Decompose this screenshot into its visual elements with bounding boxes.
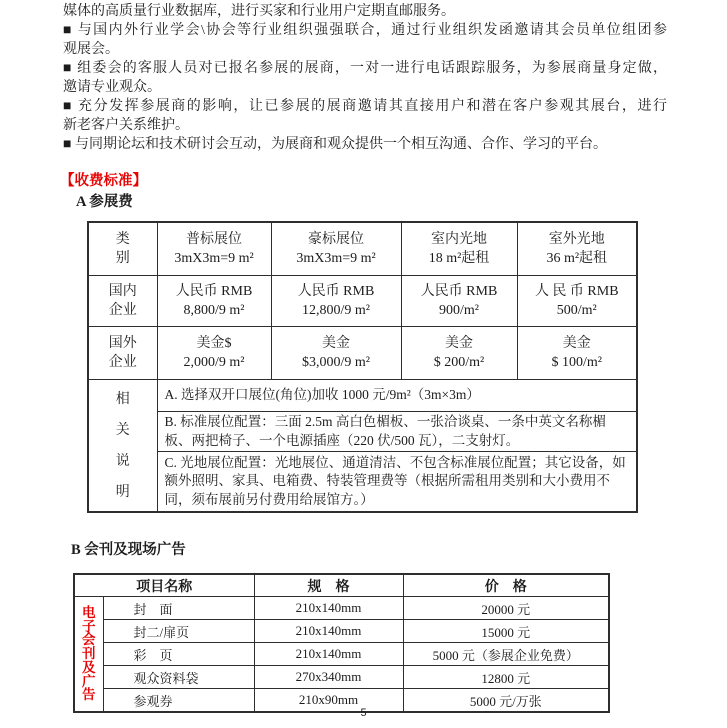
- row-label-foreign: [88, 327, 157, 380]
- cell-line: 美金: [445, 336, 473, 351]
- intro-line: ■ 充分发挥参展商的影响，让已参展的展商邀请其直接用户和潜在客户参观其展台，进行: [63, 99, 667, 114]
- intro-line: ■ 组委会的客服人员对已报名参展的展商，一对一进行电话跟踪服务，为参展商量身定做，: [63, 61, 667, 76]
- ad-header-price: 价 格: [403, 574, 609, 597]
- section-heading-fees: 【收费标准】: [60, 173, 147, 189]
- ad-item-price: 20000 元: [403, 597, 609, 620]
- cell-line: 500/m²: [556, 303, 597, 318]
- cell-line: 3mX3m=9 m²: [174, 251, 254, 266]
- ad-item-name: 封 面: [103, 597, 254, 620]
- booth-type-header-deluxe: [271, 222, 401, 276]
- cell-line: 普标展位: [186, 232, 242, 247]
- note-item-b: B. 标准展位配置：三面 2.5m 高白色楣板、一张洽谈桌、一条中英文名称楣板、两把椅子、一个电源插座（220 伏/500 瓦），二支射灯。: [157, 412, 637, 452]
- ad-item-name: 参观券: [103, 689, 254, 713]
- ad-item-spec: 210x140mm: [254, 620, 403, 643]
- table-row: [74, 643, 609, 666]
- fee-cell: [157, 327, 271, 380]
- ad-item-price: 15000 元: [403, 620, 609, 643]
- fee-cell: [157, 276, 271, 327]
- cell-line: 900/m²: [439, 303, 479, 318]
- cell-line: 企业: [108, 303, 137, 318]
- ad-item-price: 5000 元（参展企业免费）: [403, 643, 609, 666]
- intro-line: 邀请专业观众。: [63, 80, 161, 95]
- cell-line: 类: [115, 232, 130, 247]
- table-row: [74, 597, 609, 620]
- booth-type-header-outdoor-space: [517, 222, 637, 276]
- cell-line: 室内光地: [431, 232, 487, 247]
- intro-paragraphs: [63, 2, 667, 154]
- table-row: [88, 222, 637, 276]
- ad-item-name: 观众资料袋: [103, 666, 254, 689]
- intro-line: ■ 与同期论坛和技术研讨会互动，为展商和观众提供一个相互沟通、合作、学习的平台。: [63, 137, 607, 152]
- cell-line: 8,800/9 m²: [183, 303, 245, 318]
- table-row: [88, 380, 637, 412]
- cell-line: $3,000/9 m²: [302, 355, 370, 370]
- subsection-heading-catalog-ads: B 会刊及现场广告: [71, 542, 186, 558]
- cell-line: 人民币 RMB: [420, 284, 498, 299]
- cell-line: 36 m²起租: [546, 251, 608, 266]
- table-row: [88, 276, 637, 327]
- booth-type-header-indoor-space: [401, 222, 517, 276]
- table-row: [74, 666, 609, 689]
- table-row: [88, 452, 637, 513]
- cell-line: 豪标展位: [308, 232, 364, 247]
- intro-line: 新老客户关系维护。: [63, 118, 189, 133]
- intro-line: 媒体的高质量行业数据库，进行买家和行业用户定期直邮服务。: [63, 4, 455, 19]
- note-item-c: C. 光地展位配置：光地展位、通道清洁、不包含标准展位配置；其它设备，如额外照明、家具、电箱费、特装管理费等（根据所需租用类别和大小费用不同，须布展前另付费用给展馆方。）: [157, 452, 637, 513]
- fee-cell: [517, 327, 637, 380]
- cell-line: 美金: [562, 336, 591, 351]
- row-label-domestic: [88, 276, 157, 327]
- cell-line: $ 100/m²: [551, 355, 602, 370]
- page-number: 5: [360, 707, 367, 719]
- note-item-a: A. 选择双开口展位(角位)加收 1000 元/9m²（3m×3m）: [157, 380, 637, 412]
- cell-line: 2,000/9 m²: [183, 355, 245, 370]
- cell-line: 18 m²起租: [428, 251, 490, 266]
- cell-line: 国内: [108, 284, 137, 299]
- fee-cell: [401, 276, 517, 327]
- ad-item-spec: 210x90mm: [254, 689, 403, 713]
- cell-line: 人 民 币 RMB: [534, 284, 619, 299]
- intro-line: 观展会。: [63, 42, 119, 57]
- fee-cell: [401, 327, 517, 380]
- cell-line: 关: [115, 422, 130, 438]
- cell-line: 说: [115, 453, 130, 469]
- intro-line: ■ 与国内外行业学会\协会等行业组织强强联合，通过行业组织发函邀请其会员单位组团参: [63, 23, 667, 38]
- fee-cell: [271, 276, 401, 327]
- cell-line: 国外: [108, 336, 137, 351]
- ad-item-name: 彩 页: [103, 643, 254, 666]
- cell-line: 人民币 RMB: [175, 284, 253, 299]
- exhibition-fee-table: [87, 221, 638, 513]
- cell-line: $ 200/m²: [433, 355, 485, 370]
- table-row: [88, 412, 637, 452]
- cell-line: 别: [115, 251, 130, 266]
- fee-cell: [271, 327, 401, 380]
- ad-side-label: [74, 597, 103, 713]
- cell-line: 相: [115, 391, 130, 407]
- cell-line: 美金$: [196, 336, 232, 351]
- table-header-row: [74, 574, 609, 597]
- cell-line: 明: [115, 484, 130, 500]
- cell-line: 12,800/9 m²: [302, 303, 370, 318]
- notes-label: [88, 380, 157, 513]
- ad-header-item-name: 项目名称: [74, 574, 254, 597]
- vertical-label-text: 电子会刊及广告: [82, 604, 96, 703]
- ad-item-name: 封二/扉页: [103, 620, 254, 643]
- catalog-ad-table: [73, 573, 610, 713]
- subsection-heading-exhibit-fee: A 参展费: [76, 194, 133, 210]
- cell-line: 3mX3m=9 m²: [296, 251, 376, 266]
- ad-item-spec: 210x140mm: [254, 597, 403, 620]
- ad-item-spec: 270x340mm: [254, 666, 403, 689]
- cell-line: 室外光地: [548, 232, 605, 247]
- booth-type-header-standard: [157, 222, 271, 276]
- cell-line: 企业: [108, 355, 137, 370]
- ad-item-price: 5000 元/万张: [403, 689, 609, 713]
- ad-item-spec: 210x140mm: [254, 643, 403, 666]
- table-row: [88, 327, 637, 380]
- ad-header-spec: 规 格: [254, 574, 403, 597]
- cell-line: 美金: [322, 336, 350, 351]
- fee-cell: [517, 276, 637, 327]
- cell-line: 人民币 RMB: [297, 284, 375, 299]
- category-header-cell: [88, 222, 157, 276]
- table-row: [74, 620, 609, 643]
- ad-item-price: 12800 元: [403, 666, 609, 689]
